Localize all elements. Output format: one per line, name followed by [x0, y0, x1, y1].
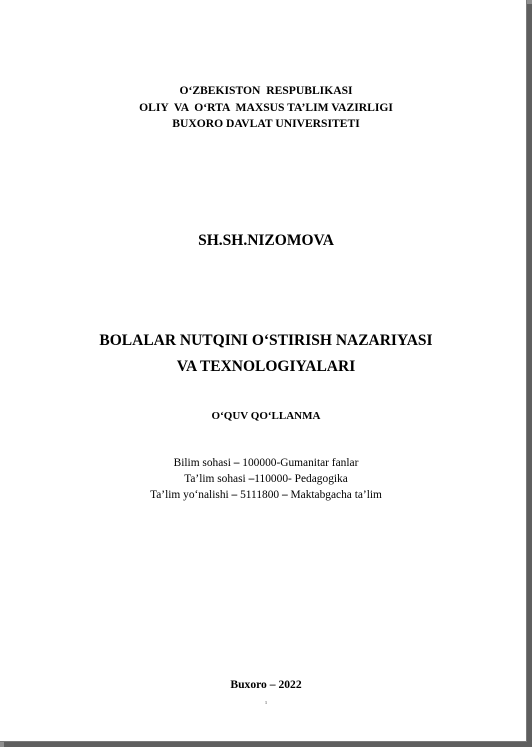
- field-separator: –: [233, 457, 240, 469]
- field-label: Ta’lim sohasi: [184, 473, 249, 485]
- page-shadow-right: [527, 4, 532, 747]
- field-value: 100000-Gumanitar fanlar: [239, 457, 359, 469]
- field-knowledge-area: [0, 458, 532, 469]
- field-value: 110000- Pedagogika: [254, 473, 348, 485]
- field-label: Bilim sohasi: [173, 457, 234, 469]
- page-shadow-bottom: [4, 742, 532, 747]
- book-type: O‘QUV QO‘LLANMA: [211, 410, 321, 422]
- field-separator: –: [281, 489, 288, 501]
- institution-ministry: OLIY VA O‘RTA MAXSUS TA’LIM VAZIRLIGI: [139, 101, 393, 114]
- book-title-line-2: VA TEXNOLOGIYALARI: [176, 358, 356, 375]
- field-education-direction: [0, 490, 532, 501]
- field-separator: –: [231, 489, 238, 501]
- page-number: 1: [265, 700, 267, 705]
- field-value: Maktabgacha ta’lim: [287, 489, 382, 501]
- author-name: SH.SH.NIZOMOVA: [198, 232, 334, 249]
- field-education-area: [0, 474, 532, 485]
- field-value: 5111800: [237, 489, 282, 501]
- field-separator: –: [248, 473, 255, 485]
- institution-university: BUXORO DAVLAT UNIVERSITETI: [172, 117, 360, 130]
- place-and-year: Buxoro – 2022: [230, 678, 302, 691]
- institution-country: O‘ZBEKISTON RESPUBLIKASI: [179, 84, 353, 97]
- field-label: Ta’lim yo‘nalishi: [150, 489, 232, 501]
- book-title-line-1: BOLALAR NUTQINI O‘STIRISH NAZARIYASI: [99, 332, 433, 349]
